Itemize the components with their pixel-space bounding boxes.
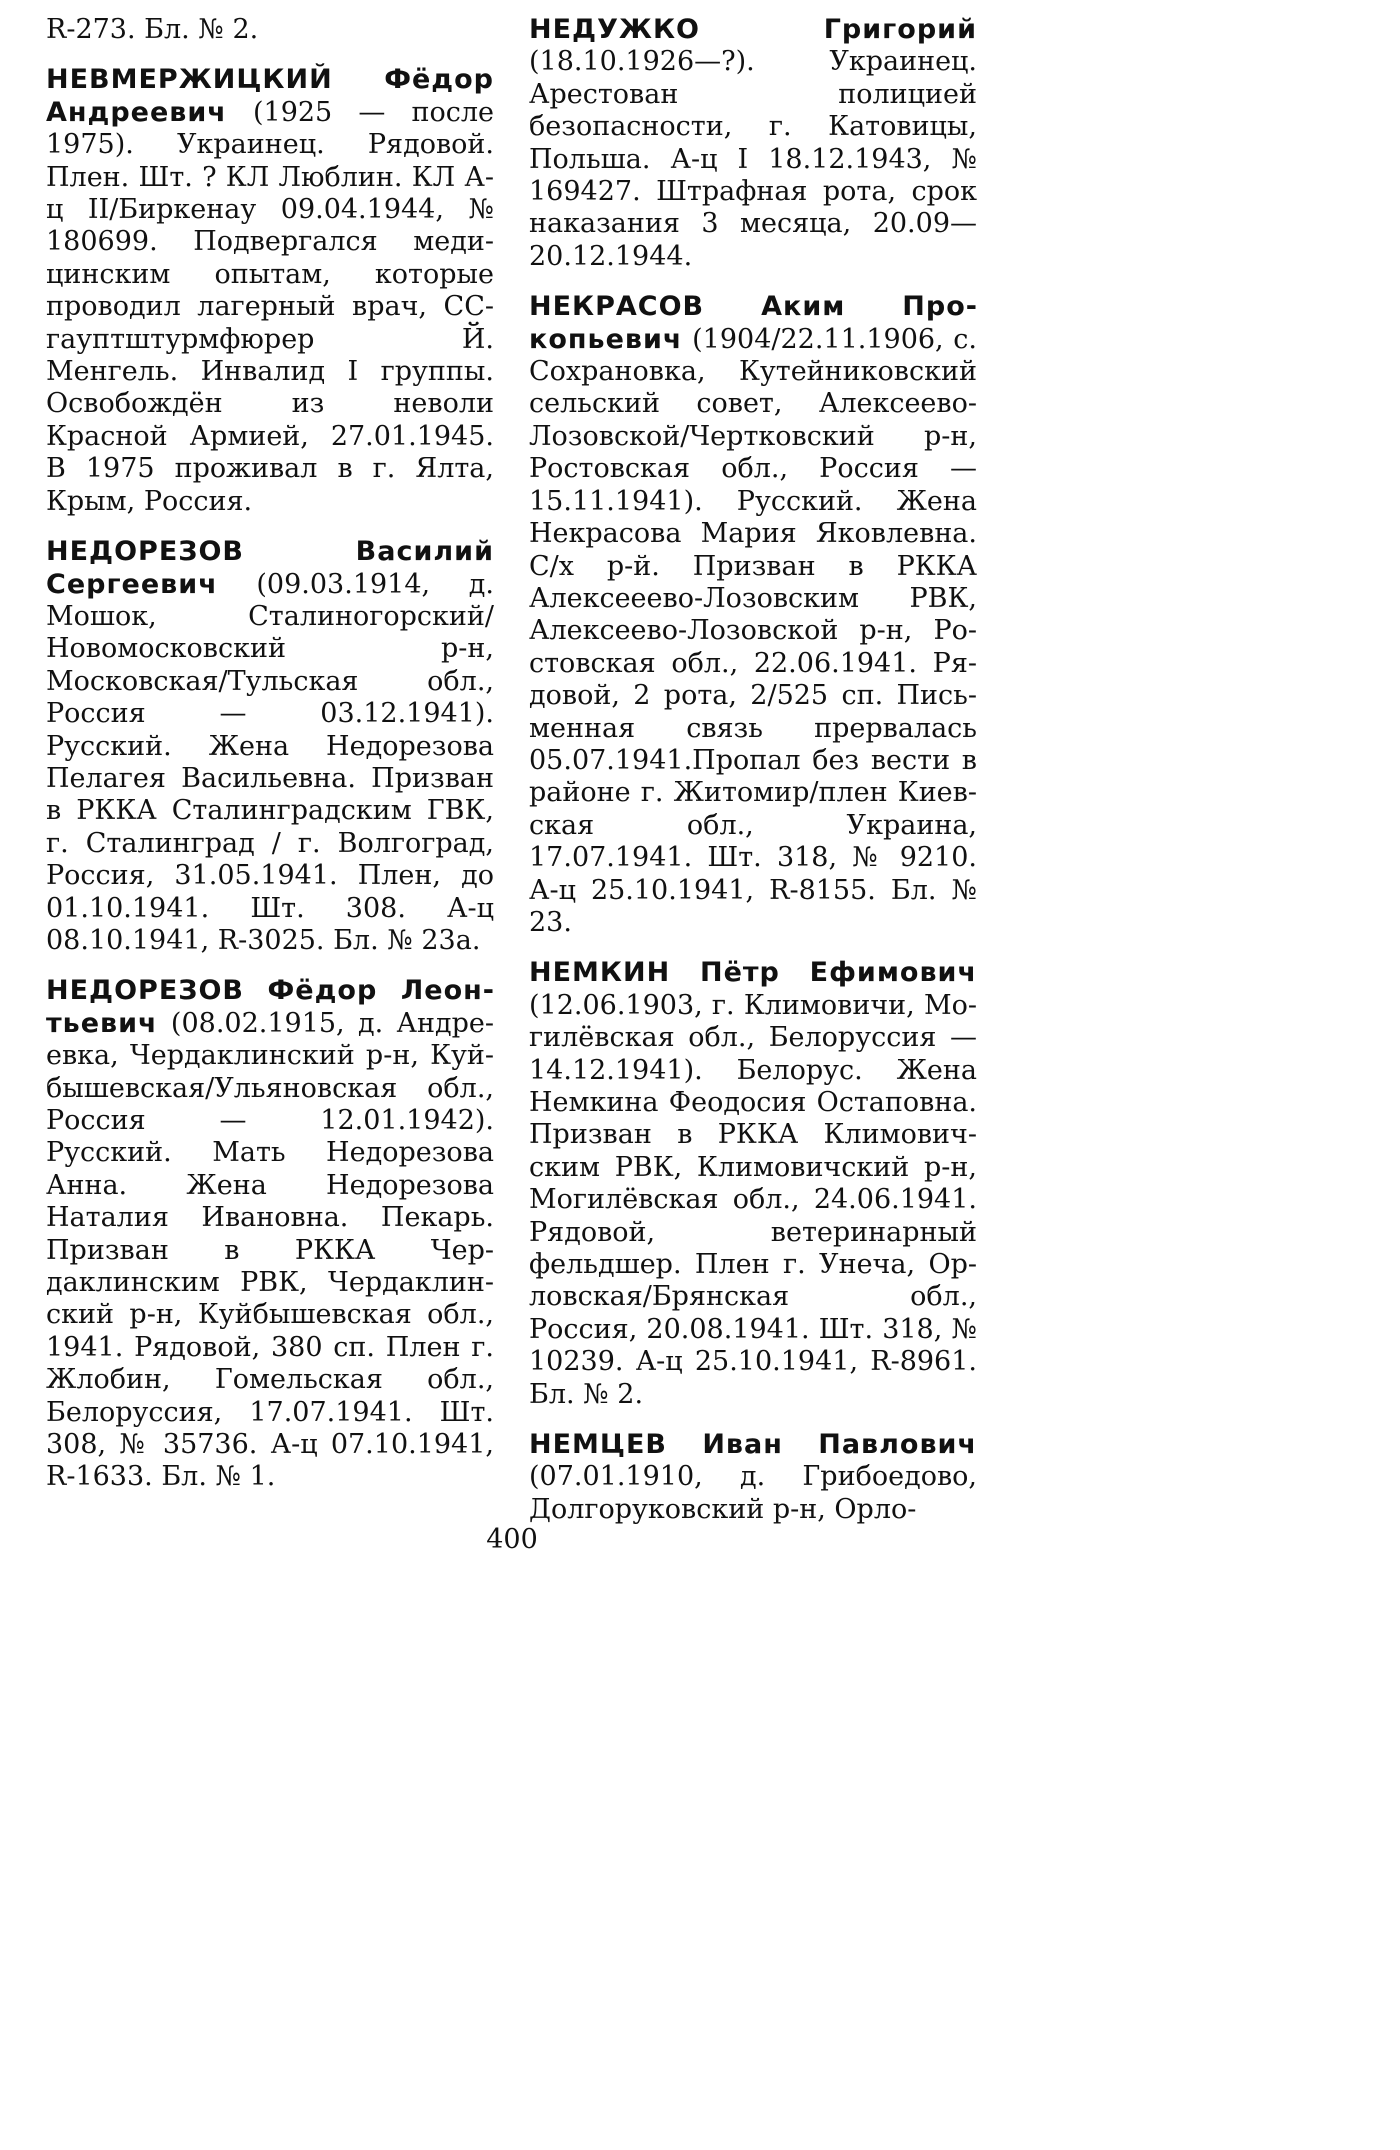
entry-text: (09.03.1914, д. Мошок, Сталиногорский/Новомосковский р-н, Московская/Тульская обл., Россия — 03.12.1941). Русский. Жена Недорезова Пелагея Васильевна. Призван в РККА Сталинградским ГВК, г. Сталинград / г. Волгоград, Россия, 31.05.1941. Плен, до 01.10.1941. Шт. 308. А-ц 08.10.1941, R-3025. Бл. № 23а. <box>46 568 494 956</box>
entry-nemtsev <box>529 1429 977 1526</box>
right-column <box>529 14 977 1544</box>
entry-name: НЕДОРЕЗОВ Василий Сергеевич <box>46 536 494 600</box>
entry-nevmerzhitsky <box>46 64 494 518</box>
entry-name: НЕВМЕРЖИЦКИЙ Фёдор Андреевич <box>46 64 494 128</box>
entry-text: (18.10.1926—?). Украинец. Арестован полицией безопасности, г. Катовицы, Польша. А-ц I 18.12.1943, № 169427. Штрафная рота, срок наказания 3 месяца, 20.09—20.12.1944. <box>529 46 977 272</box>
entry-name: НЕМКИН Пётр Ефимович <box>529 957 977 989</box>
entry-name: НЕДОРЕЗОВ Фёдор Леонтьевич <box>46 975 494 1039</box>
entry-text: (1925 — после 1975). Украинец. Рядовой. Плен. Шт. ? КЛ Люблин. КЛ А-ц II/Биркенау 09.04.1944, № 180699. Подвергался медицинским опытам, которые проводил лагерный врач, СС-гауптштурмфюрер Й. Менгель. Инвалид I группы. Освобождён из неволи Красной Армией, 27.01.1945. В 1975 проживал в г. Ялта, Крым, Россия. <box>46 96 494 517</box>
entry-nedorezov-vasily <box>46 536 494 957</box>
entry-name: НЕДУЖКО Григорий <box>529 14 977 45</box>
entry-name: НЕКРАСОВ Аким Прокопьевич <box>529 291 977 355</box>
page-number: 400 <box>486 1524 538 1555</box>
entry-nedorezov-fedor <box>46 975 494 1494</box>
entry-name: НЕМЦЕВ Иван Павлович <box>529 1429 977 1461</box>
entry-nekrasov <box>529 291 977 939</box>
entry-text: (12.06.1903, г. Климовичи, Могилёвская обл., Белоруссия — 14.12.1941). Белорус. Жена Немкина Феодосия Остаповна. Призван в РККА Климовичским РВК, Климовичский р-н, Могилёвская обл., 24.06.1941. Рядовой, ветеринарный фельдшер. Плен г. Унеча, Орловская/Брянская обл., Россия, 20.08.1941. Шт. 318, № 10239. А-ц 25.10.1941, R-8961. Бл. № 2. <box>529 989 977 1410</box>
entry-text: (1904/22.11.1906, с. Сохрановка, Кутейниковский сельский совет, Алексеево-Лозовской/Чертковский р-н, Ростовская обл., Россия — 15.11.1941). Русский. Жена Некрасова Мария Яковлевна. С/х р-й. Призван в РККА Алексееево-Лозовским РВК, Алексеево-Лозовской р-н, Ростовская обл., 22.06.1941. Рядовой, 2 рота, 2/525 сп. Письменная связь прервалась 05.07.1941.Пропал без вести в районе г. Житомир/плен Киевская обл., Украина, 17.07.1941. Шт. 318, № 9210. А-ц 25.10.1941, R-8155. Бл. № 23. <box>529 323 977 938</box>
entry-text: (07.01.1910, д. Грибоедово, Долгоруковский р-н, Орло- <box>529 1461 977 1525</box>
left-column <box>46 14 494 1512</box>
entry-text: (08.02.1915, д. Андреевка, Чердаклинский р-н, Куйбышевская/Ульяновская обл., Россия — 12.01.1942). Русский. Мать Недорезова Анна. Жена Недорезова Наталия Ивановна. Пекарь. Призван в РККА Чердаклинским РВК, Чердаклинский р-н, Куйбышевская обл., 1941. Рядовой, 380 сп. Плен г. Жлобин, Гомельская обл., Белоруссия, 17.07.1941. Шт. 308, № 35736. А-ц 07.10.1941, R-1633. Бл. № 1. <box>46 1007 494 1493</box>
entry-nedujko <box>529 14 977 273</box>
continuation-text: R-273. Бл. № 2. <box>46 14 259 45</box>
entry-nemkin <box>529 957 977 1411</box>
